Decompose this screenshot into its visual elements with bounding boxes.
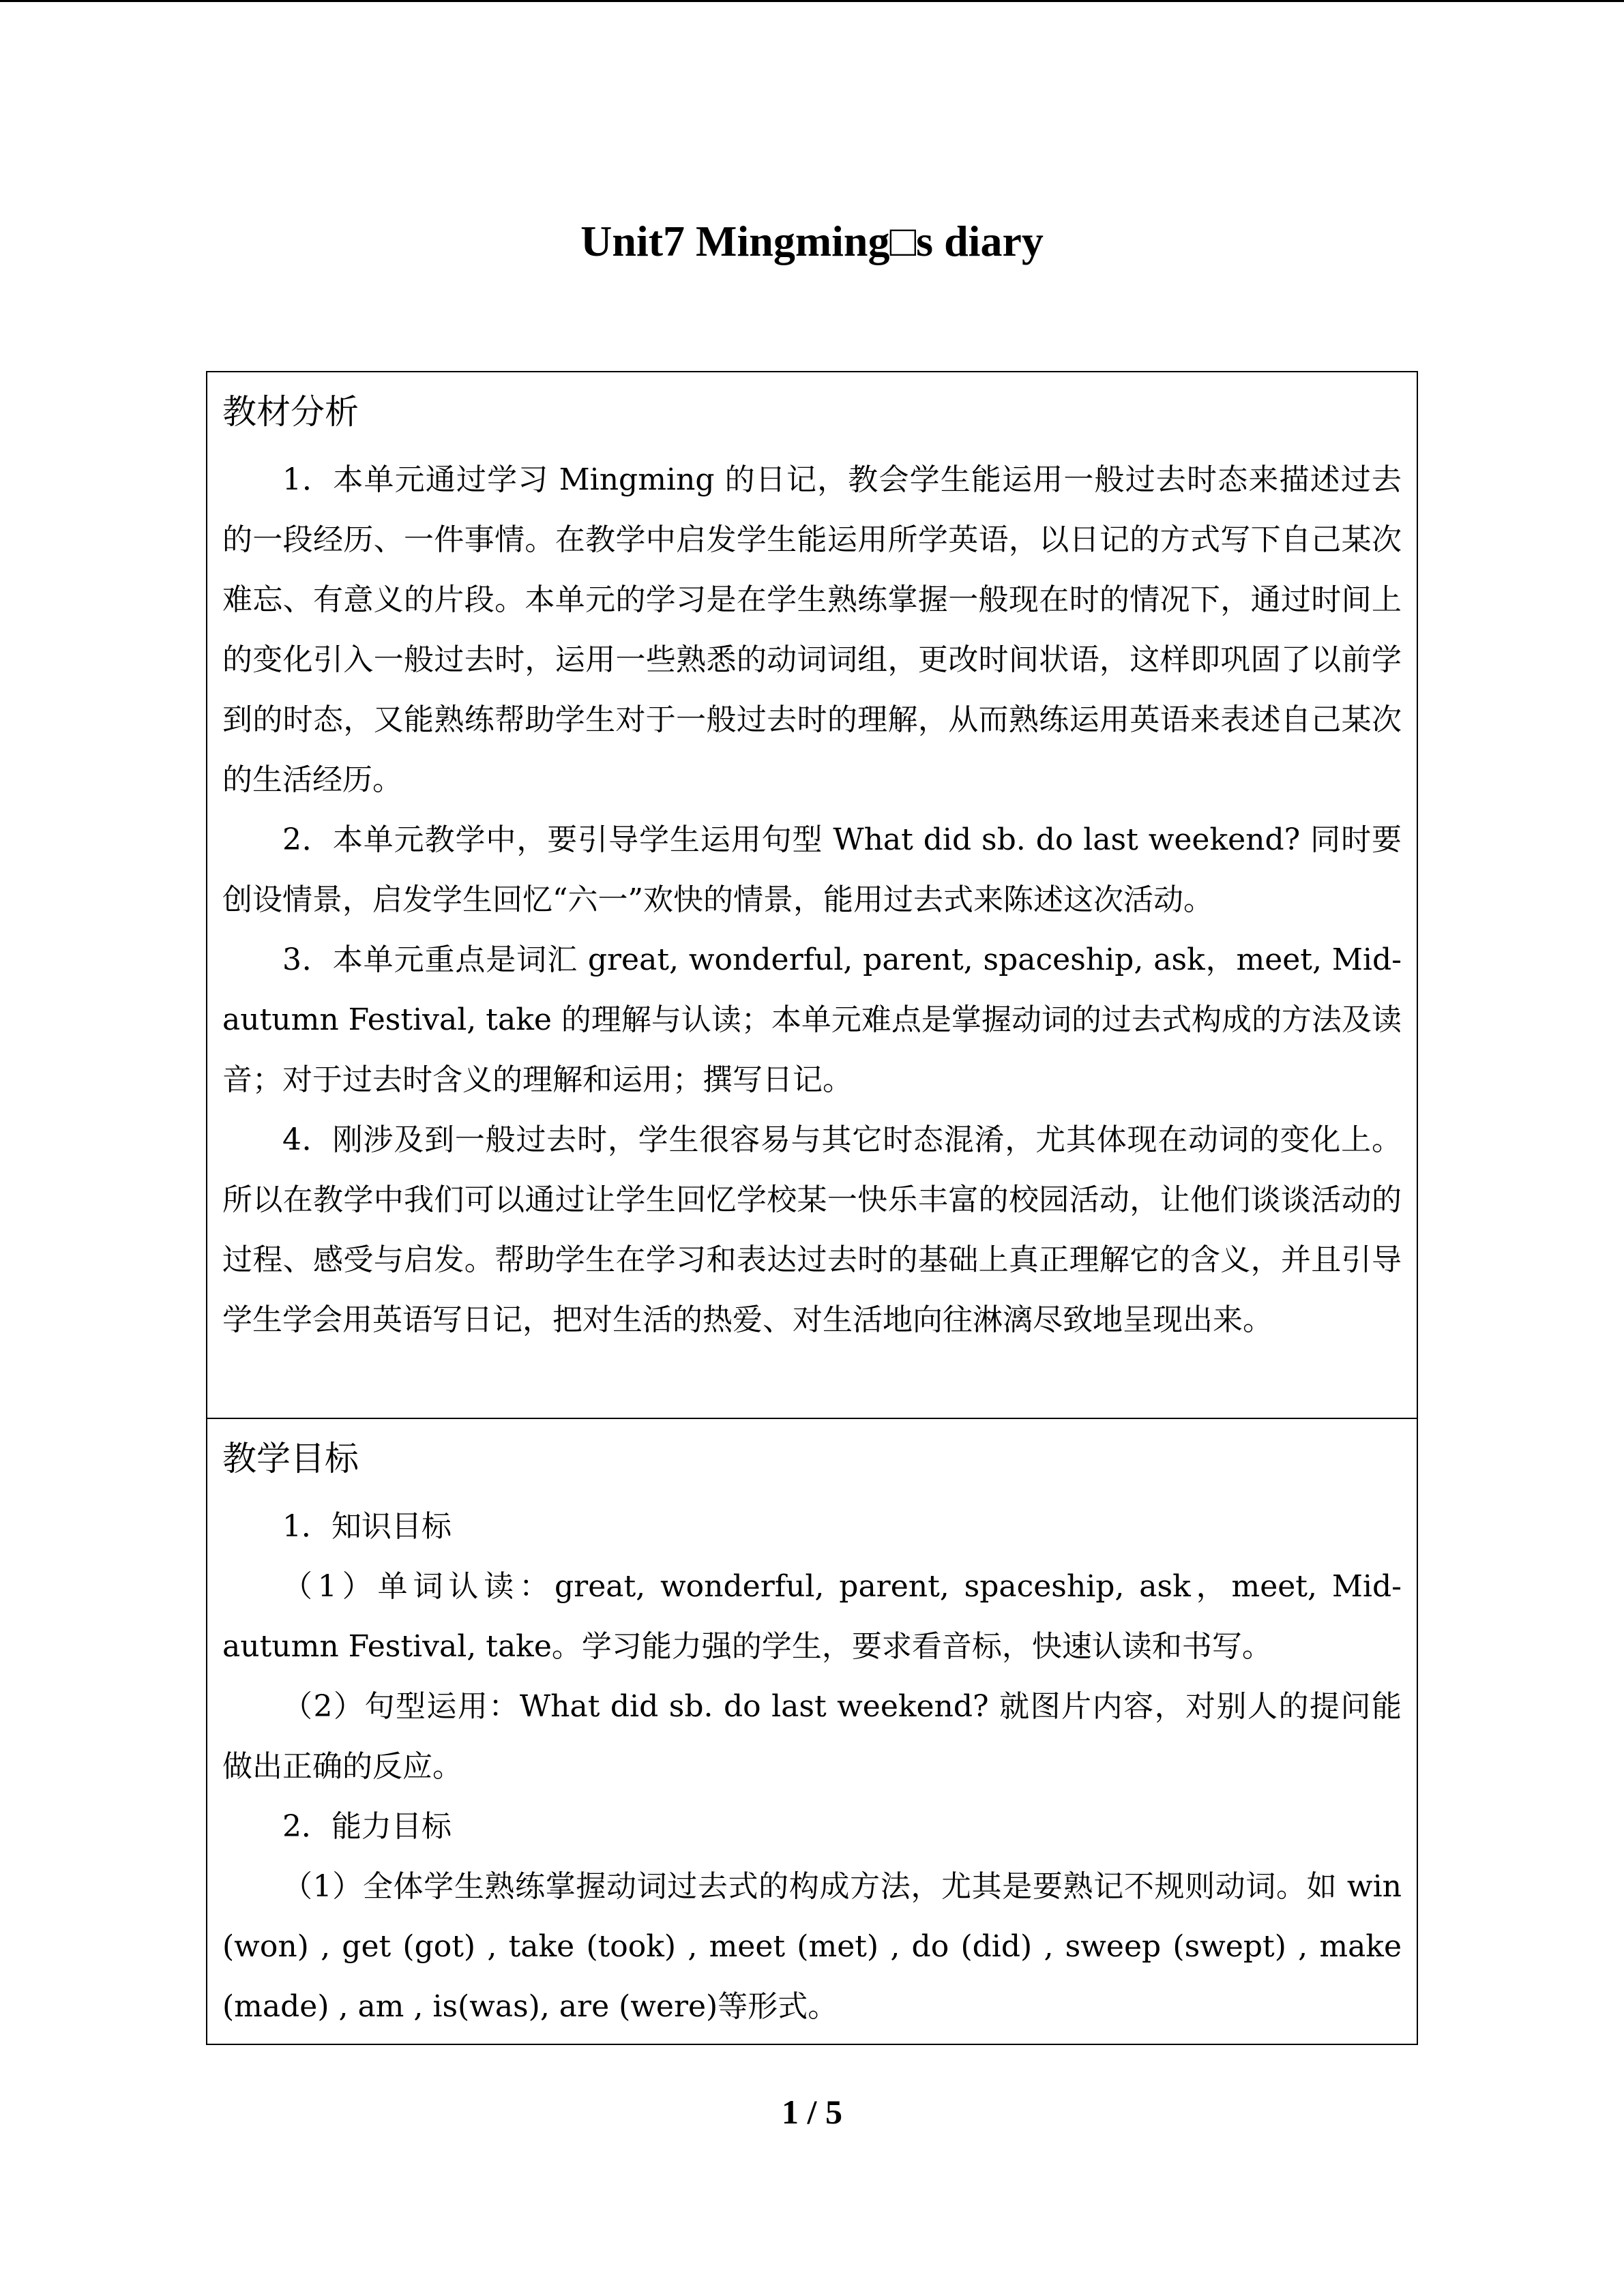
paragraph: 2．本单元教学中，要引导学生运用句型 What did sb. do last weekend? 同时要创设情景，启发学生回忆“六一”欢快的情景，能用过去式来陈述这次活动。 (222, 822, 1402, 917)
paragraph: 2．能力目标 (282, 1809, 452, 1844)
paragraph: （2）句型运用：What did sb. do last weekend? 就图片内容，对别人的提问能做出正确的反应。 (222, 1689, 1402, 1784)
section-heading: 教学目标 (222, 1439, 359, 1478)
lesson-plan-table (206, 371, 1418, 2045)
section-heading: 教材分析 (222, 392, 359, 432)
paragraph: 1．本单元通过学习 Mingming 的日记，教会学生能运用一般过去时态来描述过去的一段经历、一件事情。在教学中启发学生能运用所学英语，以日记的方式写下自己某次难忘、有意义的片段。本单元的学习是在学生熟练掌握一般现在时的情况下，通过时间上的变化引入一般过去时，运用一些熟悉的动词词组，更改时间状语，这样即巩固了以前学到的时态，又能熟练帮助学生对于一般过去时的理解，从而熟练运用英语来表述自己某次的生活经历。 (222, 462, 1402, 797)
paragraph: 3．本单元重点是词汇 great, wonderful, parent, spaceship, ask，meet, Mid-autumn Festival, take 的理解与认读；本单元难点是掌握动词的过去式构成的方法及读音；对于过去时含义的理解和运用；撰写日记。 (222, 942, 1402, 1097)
paragraph: 4．刚涉及到一般过去时，学生很容易与其它时态混淆，尤其体现在动词的变化上。所以在教学中我们可以通过让学生回忆学校某一快乐丰富的校园活动，让他们谈谈活动的过程、感受与启发。帮助学生在学习和表达过去时的基础上真正理解它的含义，并且引导学生学会用英语写日记，把对生活的热爱、对生活地向往淋漓尽致地呈现出来。 (222, 1122, 1402, 1337)
document-title: Unit7 Mingming□s diary (580, 217, 1044, 265)
paragraph: （1）全体学生熟练掌握动词过去式的构成方法，尤其是要熟记不规则动词。如 win (won) , get (got) , take (took) , meet (met) , do (did) , sweep (swept) , make (made) , am , is(was), are (were)等形式。 (222, 1869, 1402, 2024)
section-textbook-analysis (207, 372, 1417, 1418)
paragraph: 1．知识目标 (282, 1509, 452, 1544)
top-border-line (0, 0, 1624, 2)
section-teaching-objectives (207, 1418, 1417, 2044)
paragraph: （1）单词认读：great, wonderful, parent, spaceship, ask，meet, Mid-autumn Festival, take。学习能力强的学生，要求看音标，快速认读和书写。 (222, 1569, 1402, 1664)
page-number: 1 / 5 (782, 2093, 842, 2131)
